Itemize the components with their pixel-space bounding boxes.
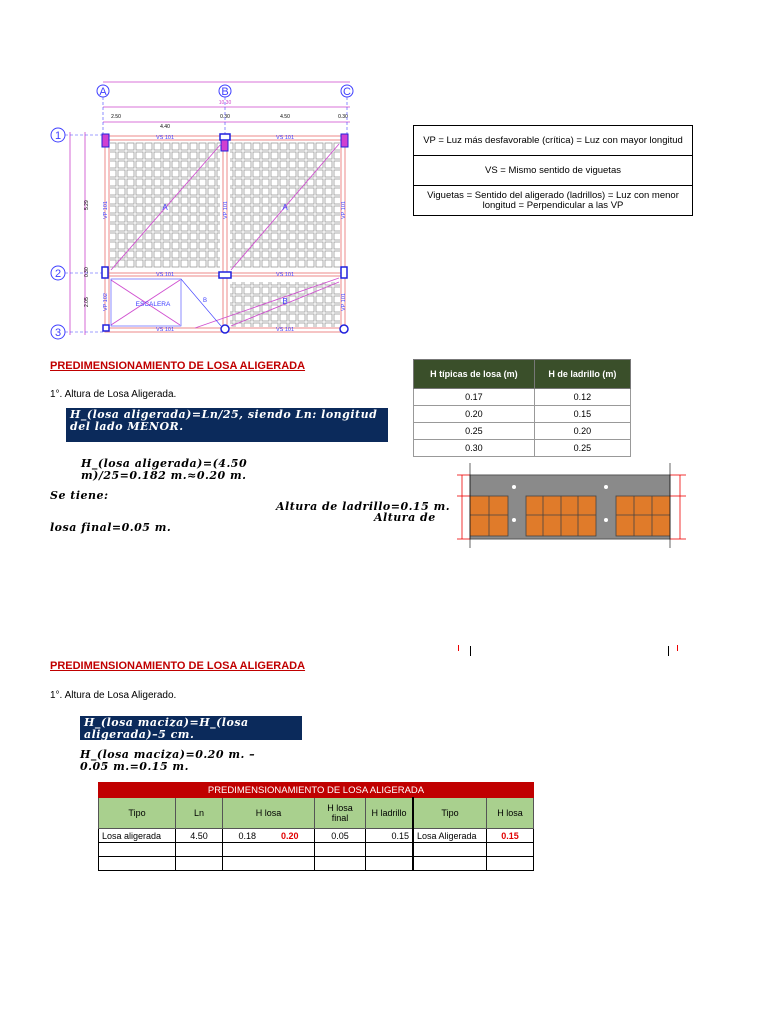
- section2-step: 1°. Altura de Losa Aligerado.: [50, 690, 177, 701]
- header-h-losa-right: H losa: [487, 798, 534, 829]
- dim-bc: 4.50: [280, 114, 290, 120]
- header-ln: Ln: [176, 798, 223, 829]
- section2-calculation: H_(losa maciza)=0.20 m. – 0.05 m.=0.15 m.: [80, 748, 256, 773]
- panel-a-right: A: [282, 203, 288, 212]
- final-slab-text: losa final=0.05 m.: [50, 521, 172, 534]
- cell: 0.12: [534, 389, 630, 406]
- axis-1: 1: [54, 130, 62, 142]
- table-row: [414, 389, 631, 406]
- summary-banner: PREDIMENSIONAMIENTO DE LOSA ALIGERADA: [99, 783, 534, 798]
- dim-left-1: 5.29: [84, 200, 90, 210]
- dim-a-left: 2.50: [111, 114, 121, 120]
- vp-left-low: VP 102: [103, 293, 109, 311]
- cell: 0.30: [414, 440, 535, 457]
- cell-h-losa-final: 0.05: [315, 829, 366, 843]
- vp-right-low: VP 101: [341, 293, 347, 311]
- beam-definitions-table: [413, 125, 693, 216]
- cell-h-losa-raw: 0.18: [238, 830, 256, 841]
- col-header-slab-height: H típicas de losa (m): [414, 360, 535, 389]
- slab-section-drawing: [452, 460, 692, 550]
- panel-b-right: B: [282, 297, 288, 306]
- axis-b: B: [221, 86, 229, 98]
- summary-table: [98, 782, 534, 871]
- header-tipo: Tipo: [99, 798, 176, 829]
- cell: 0.25: [534, 440, 630, 457]
- cell: 0.15: [534, 406, 630, 423]
- cell-ln: 4.50: [176, 829, 223, 843]
- overall-dimension: 10.30: [218, 100, 232, 106]
- cell-h-ladrillo: 0.15: [366, 829, 414, 843]
- table-row: [414, 440, 631, 457]
- cell-h-losa: [223, 829, 315, 843]
- cell-h-losa-rounded: 0.20: [280, 830, 299, 841]
- col-header-brick-height: H de ladrillo (m): [534, 360, 630, 389]
- header-h-losa: H losa: [223, 798, 315, 829]
- panel-a-left: A: [162, 203, 168, 212]
- vp-right: VP 101: [341, 201, 347, 219]
- definition-vs: VS = Mismo sentido de viguetas: [414, 156, 693, 186]
- section2-formula-box: H_(losa maciza)=H_(losa aligerada)–5 cm.: [80, 716, 302, 740]
- section1-calculation: H_(losa aligerada)=(4.50 m)/25=0.182 m.≈0.20 m.: [81, 457, 248, 482]
- axis-3: 3: [54, 327, 62, 339]
- typical-heights-table: [413, 359, 631, 457]
- table-row: [99, 843, 534, 857]
- cell-tipo-right: Losa Aligerada: [413, 829, 487, 843]
- vp-mid: VP 101: [223, 201, 229, 219]
- section2-title: PREDIMENSIONAMIENTO DE LOSA ALIGERADA: [50, 660, 306, 672]
- panel-b-left: B: [202, 298, 208, 304]
- vp-left: VP 101: [103, 201, 109, 219]
- cell-tipo: Losa aligerada: [99, 829, 176, 843]
- axis-c: C: [343, 86, 351, 98]
- divider-mark-right: [677, 645, 678, 651]
- vs-top-right: VS 101: [275, 135, 295, 141]
- divider-mark-left: [458, 645, 459, 651]
- header-tipo-right: Tipo: [413, 798, 487, 829]
- dim-b: 0.30: [220, 114, 230, 120]
- header-h-losa-final: H losa final: [315, 798, 366, 829]
- header-h-ladrillo: H ladrillo: [366, 798, 414, 829]
- cell: 0.17: [414, 389, 535, 406]
- vs-bot-right: VS 101: [275, 327, 295, 333]
- axis-a: A: [99, 86, 107, 98]
- table-row: [414, 406, 631, 423]
- vs-top-left: VS 101: [155, 135, 175, 141]
- table-row: [99, 829, 534, 843]
- section1-formula-box: H_(losa aligerada)=Ln/25, siendo Ln: longitud del lado MENOR.: [66, 408, 388, 442]
- vs-mid-right: VS 101: [275, 272, 295, 278]
- definition-vp: VP = Luz más desfavorable (crítica) = Luz con mayor longitud: [414, 126, 693, 156]
- cell: 0.20: [534, 423, 630, 440]
- vs-bot-left: VS 101: [155, 327, 175, 333]
- altura-de-text: Altura de: [374, 511, 436, 524]
- definition-viguetas: Viguetas = Sentido del aligerado (ladrillos) = Luz con menor longitud = Perpendicular a las VP: [414, 186, 693, 216]
- dim-left-3: 2.05: [84, 297, 90, 307]
- cell: 0.20: [414, 406, 535, 423]
- dim-ab: 4.40: [160, 124, 170, 130]
- section1-step: 1°. Altura de Losa Aligerada.: [50, 389, 177, 400]
- table-row: [99, 857, 534, 871]
- divider-mark-left-black: [470, 646, 471, 656]
- axis-2: 2: [54, 268, 62, 280]
- cell-h-losa-right: 0.15: [487, 829, 534, 843]
- section1-title: PREDIMENSIONAMIENTO DE LOSA ALIGERADA: [50, 360, 306, 372]
- dim-c: 0.30: [338, 114, 348, 120]
- divider-mark-right-black: [668, 646, 669, 656]
- brick-height-text: Altura de ladrillo=0.15 m.: [276, 500, 451, 513]
- stair-label: ESCALERA: [135, 301, 171, 308]
- structural-plan-drawing: [45, 70, 375, 355]
- table-row: [414, 423, 631, 440]
- cell: 0.25: [414, 423, 535, 440]
- vs-mid-left: VS 101: [155, 272, 175, 278]
- se-tiene-label: Se tiene:: [50, 489, 109, 502]
- dim-left-2: 0.30: [84, 267, 90, 277]
